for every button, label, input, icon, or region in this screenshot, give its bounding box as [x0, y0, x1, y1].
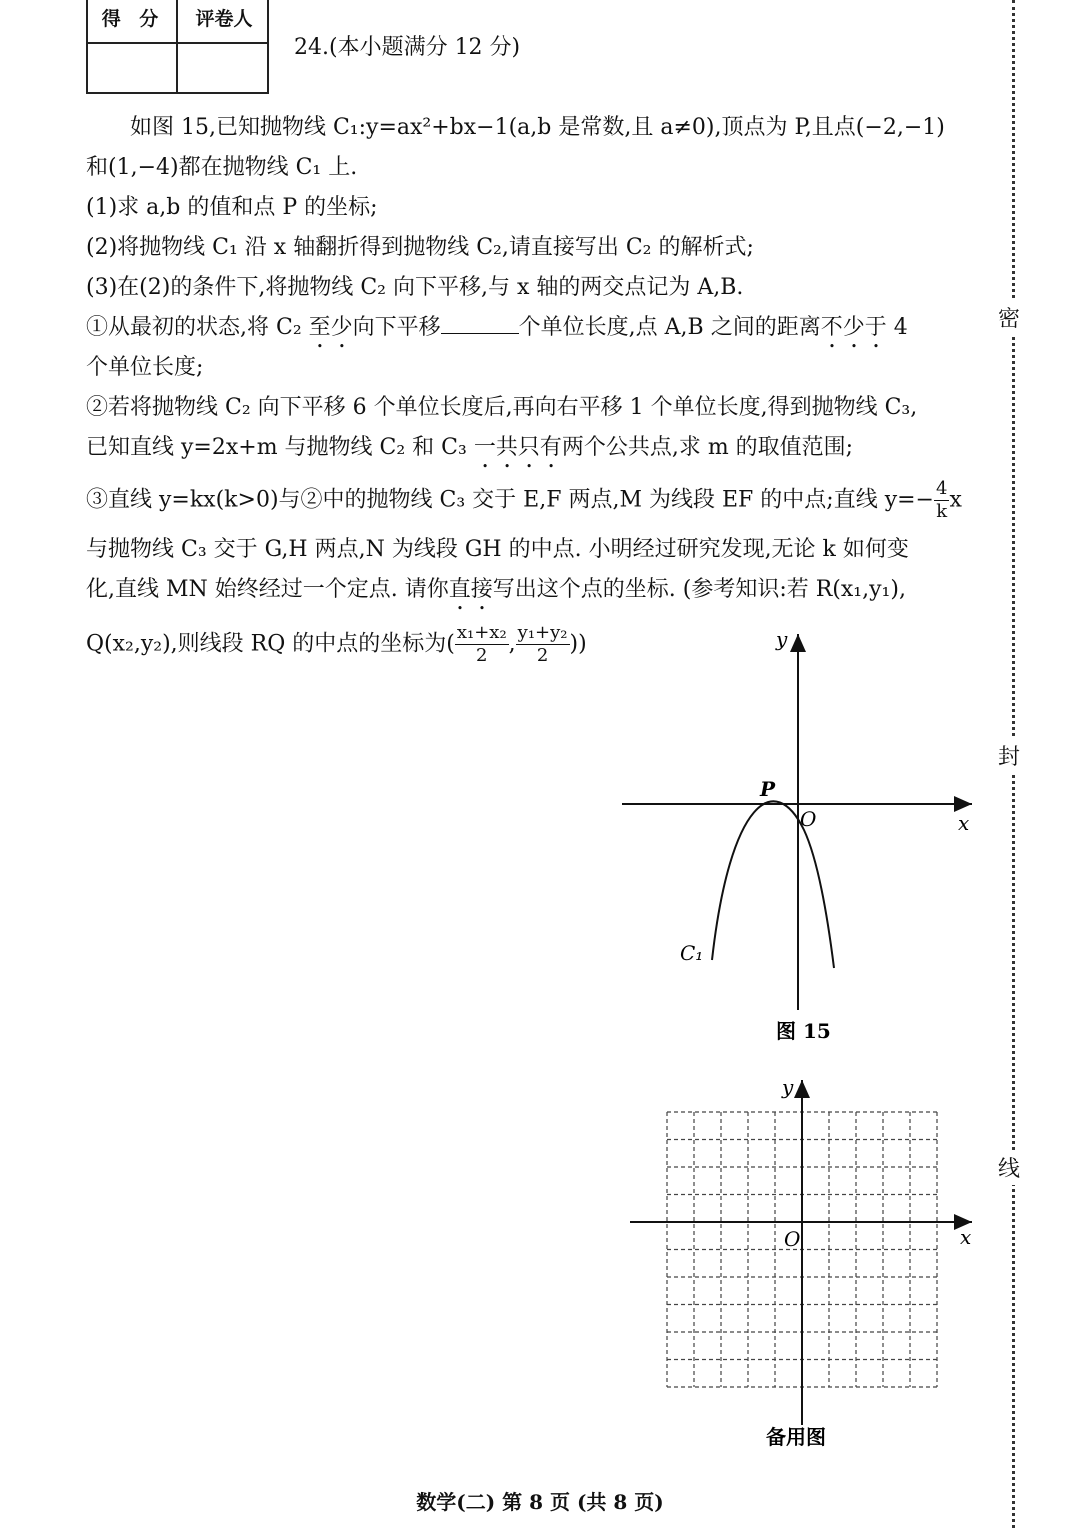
fraction	[934, 478, 949, 523]
score-table	[86, 0, 269, 94]
seal-char-3: 线	[998, 1150, 1020, 1185]
part-3: (3)在(2)的条件下,将抛物线 C₂ 向下平移,与 x 轴的两交点记为 A,B.	[86, 275, 744, 300]
spare-figure	[620, 1070, 980, 1460]
emphasis-text: 直接	[448, 577, 493, 602]
part-3-sub-2-cont	[86, 433, 853, 473]
fraction	[516, 622, 570, 667]
page-footer: 数学(二) 第 8 页 (共 8 页)	[416, 1490, 664, 1514]
seal-char-1: 密	[998, 300, 1020, 335]
text: ))	[569, 631, 587, 657]
fraction	[455, 622, 509, 667]
text: ,	[508, 631, 516, 657]
vertex-label: P	[760, 777, 776, 801]
problem-line-2: 和(1,−4)都在抛物线 C₁ 上.	[86, 155, 358, 180]
answer-blank[interactable]	[441, 313, 519, 334]
text: ①从最初的状态,将 C₂	[86, 315, 309, 340]
score-table-divider	[176, 0, 178, 92]
x-axis-label: x	[960, 1225, 972, 1249]
text: ③直线 y=kx(k>0)与②中的抛物线 C₃ 交于 E,F 两点,M 为线段 EF 的中点;直线 y=−	[86, 487, 934, 513]
curve-label: C₁	[680, 941, 704, 965]
figure-caption: 备用图	[766, 1425, 826, 1449]
score-header: 得 分	[101, 8, 165, 30]
part-3-sub-3-cont-3	[86, 622, 587, 667]
origin-label: O	[784, 1227, 801, 1251]
fraction-numerator: y₁+y₂	[517, 622, 568, 643]
text: x	[949, 487, 962, 513]
text: 向下平移	[352, 315, 441, 340]
emphasis-text: 至少	[308, 315, 353, 340]
fraction-denominator: 2	[536, 645, 549, 666]
emphasis-text: 不少于	[820, 315, 887, 340]
fraction-numerator: x₁+x₂	[456, 622, 507, 643]
figure-15	[600, 620, 1000, 1060]
origin-label: O	[800, 807, 817, 831]
question-title: 24.(本小题满分 12 分)	[294, 35, 521, 60]
text: 写出这个点的坐标. (参考知识:若 R(x₁,y₁),	[492, 577, 906, 602]
part-3-sub-3-cont-1: 与抛物线 C₃ 交于 G,H 两点,N 为线段 GH 的中点. 小明经过研究发现,无论 k 如何变	[86, 537, 909, 562]
fraction-denominator: 2	[476, 645, 488, 666]
part-3-sub-2: ②若将抛物线 C₂ 向下平移 6 个单位长度后,再向右平移 1 个单位长度,得到抛物线 C₃,	[86, 395, 918, 420]
y-axis-label: y	[776, 627, 788, 651]
seal-char-2: 封	[998, 738, 1020, 773]
part-3-sub-3-cont-2	[86, 575, 906, 615]
part-3-sub-1	[86, 313, 908, 353]
x-axis-label: x	[958, 811, 970, 835]
text: 个单位长度,点 A,B 之间的距离	[518, 315, 821, 340]
fraction-numerator: 4	[936, 478, 948, 499]
text: 已知直线 y=2x+m 与抛物线 C₂ 和 C₃	[86, 435, 474, 460]
figure-caption: 图 15	[776, 1019, 831, 1043]
emphasis-text: 一共只有	[473, 435, 562, 460]
part-2: (2)将抛物线 C₁ 沿 x 轴翻折得到抛物线 C₂,请直接写出 C₂ 的解析式;	[86, 235, 754, 260]
problem-line-1: 如图 15,已知抛物线 C₁:y=ax²+bx−1(a,b 是常数,且 a≠0),顶点为 P,且点(−2,−1)	[130, 115, 945, 140]
part-1: (1)求 a,b 的值和点 P 的坐标;	[86, 195, 378, 220]
part-3-sub-3	[86, 478, 962, 523]
text: Q(x₂,y₂),则线段 RQ 的中点的坐标为(	[86, 631, 455, 657]
grader-header: 评卷人	[195, 8, 253, 30]
y-axis-label: y	[782, 1075, 794, 1099]
text: 4	[886, 315, 908, 340]
text: 两个公共点,求 m 的取值范围;	[561, 435, 854, 460]
fraction-denominator: k	[936, 501, 948, 522]
text: 化,直线 MN 始终经过一个定点. 请你	[86, 577, 449, 602]
part-3-sub-1-cont: 个单位长度;	[86, 355, 204, 380]
